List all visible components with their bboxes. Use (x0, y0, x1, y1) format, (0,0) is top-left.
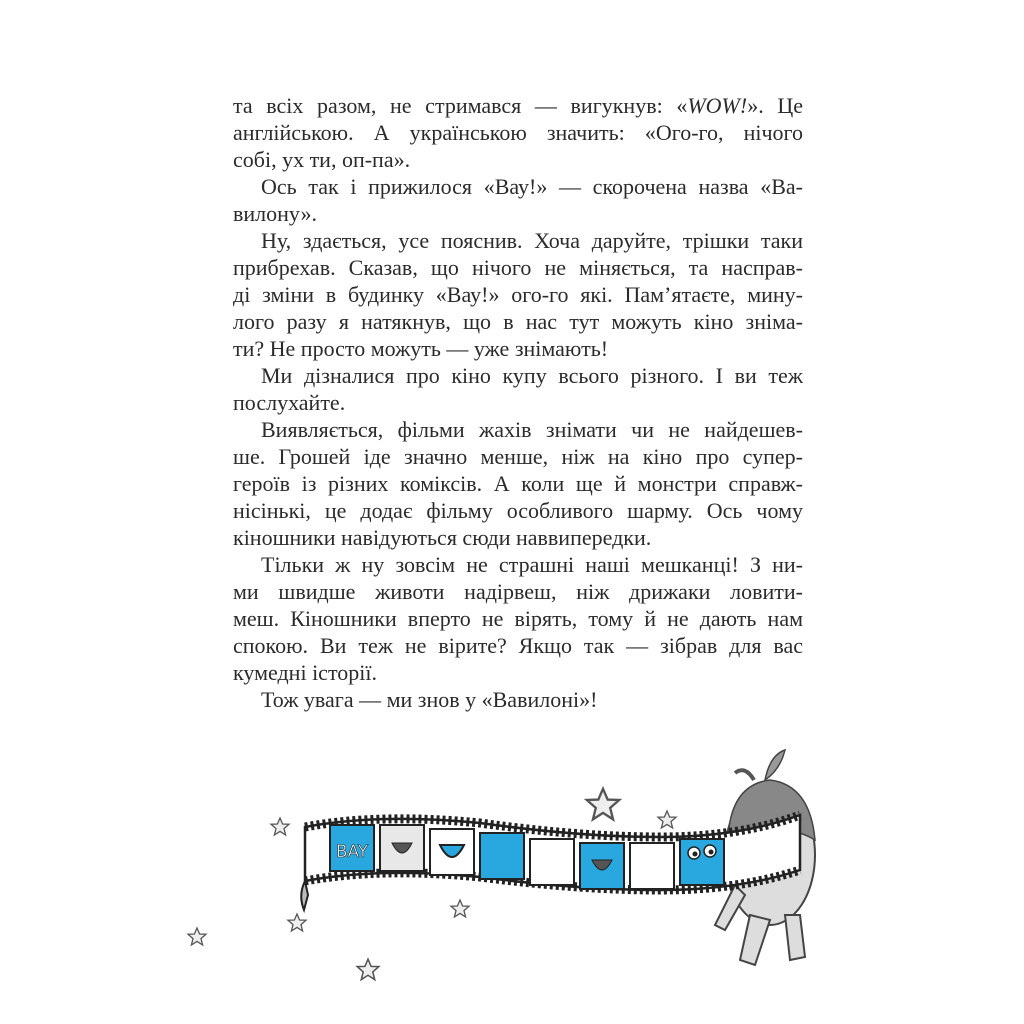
film-frame (680, 839, 724, 885)
text-segment: та всіх разом, не стримався — вигукнув: « (233, 93, 688, 118)
star-icon (271, 818, 289, 835)
text-line: Тільки ж ну зовсім не страшні наші мешканці! З ни- (261, 552, 803, 577)
text-line: ді зміни в будинку «Вау!» ого-го які. Пам’ятаєте, мину- (233, 282, 803, 307)
text-line: собі, ух ти, оп-па». (233, 147, 411, 172)
text-line: ти? Не просто можуть — уже знімають! (233, 336, 609, 361)
emphasis-wow: WOW! (687, 93, 748, 118)
text-line: послухайте. (233, 390, 346, 415)
body-text (233, 92, 803, 713)
text-line: Ось так і прижилося «Вау!» — скорочена назва «Ва- (261, 174, 803, 199)
film-strip-illustration (180, 745, 820, 995)
film-frame-label: BAY (335, 842, 369, 862)
text-line: прибрехав. Сказав, що нічого не міняється, та насправ- (233, 255, 803, 280)
text-line: Ну, здається, усе пояснив. Хоча даруйте, трішки таки (261, 228, 803, 253)
film-strip (301, 815, 800, 910)
text-segment: ». Це (747, 93, 803, 118)
text-line (233, 92, 803, 119)
star-icon (288, 914, 306, 931)
film-frame (480, 833, 524, 879)
text-line: меш. Кіношники вперто не вірять, тому й не дають нам (233, 606, 803, 631)
text-line: героїв із різних коміксів. А коли ще й монстри справж- (233, 471, 803, 496)
text-line: лого разу я натякнув, що в нас тут можуть кіно зніма- (233, 309, 803, 334)
star-icon (658, 811, 676, 828)
text-line: англійською. А українською значить: «Ого-го, нічого (233, 120, 803, 145)
star-icon (587, 789, 619, 820)
text-line: ше. Грошей іде значно менше, ніж на кіно про супер- (233, 444, 803, 469)
text-line: Виявляється, фільми жахів знімати чи не найдешев- (261, 417, 803, 442)
text-line: кумедні історії. (233, 660, 377, 685)
star-icon (451, 900, 469, 917)
text-line: нісінькі, це додає фільму особливого шарму. Ось чому (233, 498, 803, 523)
text-line: кіношники навідуються сюди наввипередки. (233, 525, 652, 550)
film-frame (630, 843, 674, 889)
film-frame (530, 839, 574, 885)
text-line: вилону». (233, 201, 317, 226)
text-line: ми швидше животи надірвеш, ніж дрижаки ловити- (233, 579, 803, 604)
text-line: Тож увага — ми знов у «Вавилоні»! (261, 687, 598, 712)
text-line: спокою. Ви теж не вірите? Якщо так — зібрав для вас (233, 633, 803, 658)
star-icon (357, 959, 379, 979)
star-icon (188, 928, 206, 945)
text-line: Ми дізналися про кіно купу всього різного. І ви теж (261, 363, 803, 388)
